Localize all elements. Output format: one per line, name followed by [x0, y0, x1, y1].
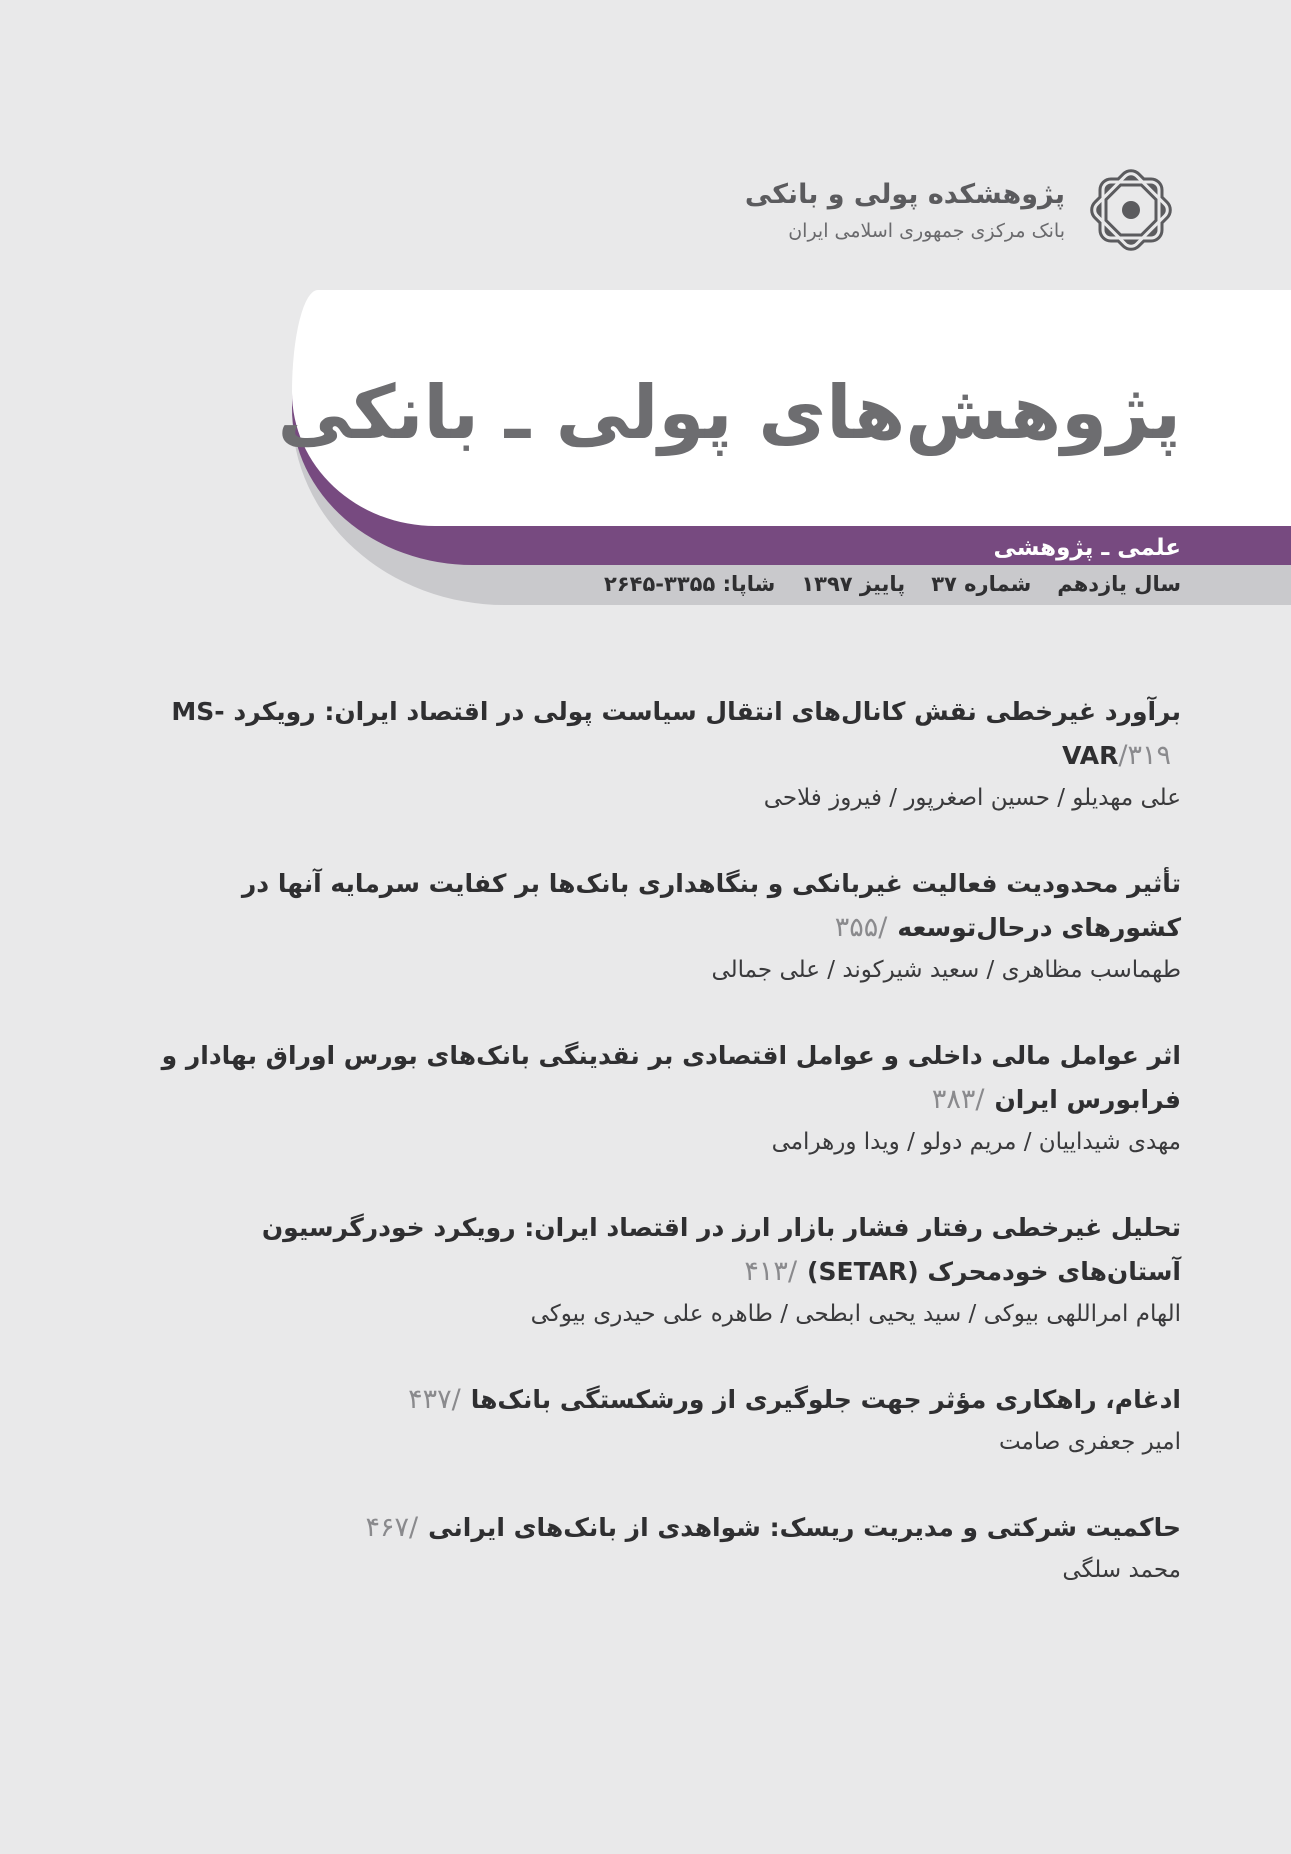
journal-title: پژوهش‌های پولی ـ بانکی	[277, 370, 1181, 456]
article-entry	[141, 1206, 1181, 1334]
issue-season: پاییز ۱۳۹۷	[801, 572, 906, 596]
article-title[interactable]: ادغام، راهکاری مؤثر جهت جلوگیری از ورشکستگی بانک‌ها	[470, 1385, 1181, 1414]
issue-info	[604, 572, 1181, 596]
article-entry	[141, 690, 1181, 818]
article-title[interactable]: برآورد غیرخطی نقش کانال‌های انتقال سیاست پولی در اقتصاد ایران: رویکرد MS-VAR	[171, 697, 1181, 770]
article-title[interactable]: حاکمیت شرکتی و مدیریت ریسک: شواهدی از بانک‌های ایرانی	[428, 1513, 1181, 1542]
publisher-name: پژوهشکده پولی و بانکی	[744, 178, 1065, 210]
article-page-number: /۴۱۳	[744, 1256, 798, 1287]
issue-issn: شاپا: ۳۳۵۵-۲۶۴۵	[604, 572, 776, 596]
article-page-number: /۳۵۵	[834, 912, 888, 943]
article-page-number: /۴۶۷	[365, 1512, 419, 1543]
article-entry	[141, 1506, 1181, 1590]
journal-type-badge: علمی ـ پژوهشی	[993, 535, 1181, 561]
article-entry	[141, 1378, 1181, 1462]
article-authors: امیر جعفری صامت	[998, 1429, 1181, 1455]
article-title[interactable]: تحلیل غیرخطی رفتار فشار بازار ارز در اقتصاد ایران: رویکرد خودرگرسیون آستان‌های خودمحرک (SETAR)	[261, 1213, 1181, 1286]
geometric-knot-logo-icon	[1081, 160, 1181, 260]
issue-year: سال یازدهم	[1057, 572, 1181, 596]
publisher-header	[745, 160, 1181, 260]
table-of-contents	[141, 690, 1181, 1634]
article-authors: الهام امراللهی بیوکی / سید یحیی ابطحی / طاهره علی حیدری بیوکی	[530, 1301, 1181, 1327]
issue-number: شماره ۳۷	[931, 572, 1032, 596]
article-page-number: /۴۳۷	[408, 1384, 461, 1415]
title-banner	[277, 290, 1291, 605]
article-entry	[141, 862, 1181, 990]
article-title[interactable]: تأثیر محدودیت فعالیت غیربانکی و بنگاهداری بانک‌ها بر کفایت سرمایه آنها در کشورهای درحال‌توسعه	[241, 869, 1181, 942]
article-page-number: /۳۱۹	[1118, 740, 1171, 771]
article-page-number: /۳۸۳	[931, 1084, 985, 1115]
article-authors: علی مهدیلو / حسین اصغرپور / فیروز فلاحی	[763, 785, 1181, 811]
article-authors: مهدی شیداییان / مریم دولو / ویدا ورهرامی	[771, 1129, 1181, 1155]
publisher-subtitle: بانک مرکزی جمهوری اسلامی ایران	[788, 219, 1065, 242]
article-authors: محمد سلگی	[1062, 1557, 1181, 1583]
article-entry	[141, 1034, 1181, 1162]
article-title[interactable]: اثر عوامل مالی داخلی و عوامل اقتصادی بر نقدینگی بانک‌های بورس اوراق بهادار و فرابورس ایران	[161, 1041, 1181, 1114]
article-authors: طهماسب مظاهری / سعید شیرکوند / علی جمالی	[711, 957, 1181, 983]
